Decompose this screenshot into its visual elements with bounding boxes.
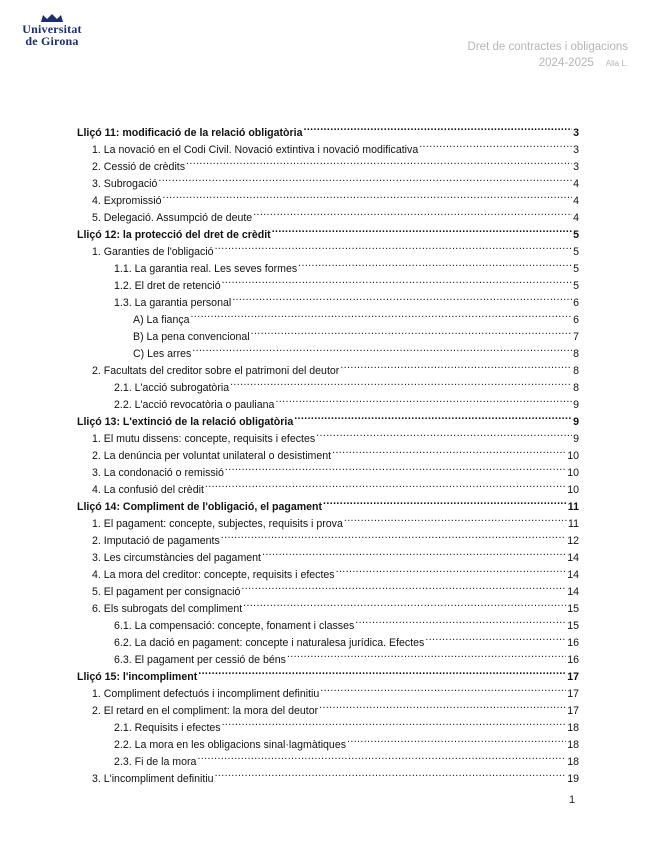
university-logo: [17, 13, 87, 47]
toc-dot-leader: [192, 340, 572, 357]
toc-entry-title: 1.1. La garantia real. Les seves formes: [114, 263, 298, 275]
toc-entry-page: 12: [567, 535, 579, 547]
toc-entry-page: 9: [573, 399, 579, 411]
toc-dot-leader: [287, 646, 566, 663]
toc-entry-title: 4. La confusió del crèdit: [92, 484, 204, 496]
toc-entry-page: 3: [573, 161, 579, 173]
toc-dot-leader: [253, 204, 572, 221]
toc-dot-leader: [198, 663, 566, 680]
toc-entry-title: Lliçó 13: L'extinció de la relació obligatòria: [77, 416, 294, 428]
toc-entry-page: 14: [567, 569, 579, 581]
toc-entry-title: 2.1. Requisits i efectes: [114, 722, 221, 734]
toc-entry-page: 9: [573, 433, 579, 445]
toc-dot-leader: [243, 595, 566, 612]
toc-entry-title: 2. Imputació de pagaments: [92, 535, 220, 547]
toc-entry-page: 10: [567, 450, 579, 462]
toc-dot-leader: [215, 238, 573, 255]
toc-dot-leader: [232, 289, 572, 306]
toc-entry-page: 17: [567, 671, 579, 683]
toc-dot-leader: [344, 510, 567, 527]
toc-entry-title: 5. Delegació. Assumpció de deute: [92, 212, 253, 224]
toc-dot-leader: [298, 255, 572, 272]
toc-dot-leader: [221, 527, 566, 544]
toc-entry-title: Lliçó 15: l'incompliment: [77, 671, 198, 683]
toc-dot-leader: [225, 459, 566, 476]
toc-dot-leader: [158, 170, 572, 187]
toc-entry-page: 11: [567, 501, 579, 513]
toc-dot-leader: [191, 306, 573, 323]
toc-entry-title: 1.2. El dret de retenció: [114, 280, 221, 292]
toc-dot-leader: [294, 408, 572, 425]
toc-entry-page: 3: [573, 127, 579, 139]
toc-entry-page: 4: [573, 178, 579, 190]
toc-entry-page: 7: [573, 331, 579, 343]
toc-dot-leader: [419, 136, 572, 153]
toc-entry-page: 6: [573, 297, 579, 309]
toc-entry-title: 1. La novació en el Codi Civil. Novació extintiva i novació modificativa: [92, 144, 419, 156]
toc-dot-leader: [425, 629, 566, 646]
toc-entry-title: 3. L'incompliment definitiu: [92, 773, 214, 785]
toc-dot-leader: [222, 714, 567, 731]
logo-text-line2: de Girona: [25, 34, 79, 48]
toc-dot-leader: [162, 187, 572, 204]
toc-entry-page: 5: [573, 263, 579, 275]
toc-entry-page: 15: [567, 620, 579, 632]
toc-entry-title: 4. La mora del creditor: concepte, requisits i efectes: [92, 569, 335, 581]
header-course-title: Dret de contractes i obligacions: [467, 41, 628, 53]
toc-entry-page: 5: [573, 246, 579, 258]
toc-entry-title: 1.3. La garantia personal: [114, 297, 232, 309]
toc-dot-leader: [319, 697, 566, 714]
toc-entry-title: Lliçó 11: modificació de la relació obligatòria: [77, 127, 303, 139]
toc-entry-page: 16: [567, 654, 579, 666]
toc-dot-leader: [262, 544, 566, 561]
header-author: Alia L.: [605, 59, 628, 68]
toc-entry-title: B) La pena convencional: [133, 331, 250, 343]
toc-entry-title: 2. Cessió de crèdits: [92, 161, 186, 173]
toc-entry-title: Lliçó 14: Compliment de l'obligació, el pagament: [77, 501, 323, 513]
toc-dot-leader: [316, 425, 572, 442]
toc-entry-page: 5: [573, 280, 579, 292]
toc-entry-title: 1. El mutu dissens: concepte, requisits i efectes: [92, 433, 316, 445]
toc-entry-page: 5: [573, 229, 579, 241]
toc-entry-title: C) Les arres: [133, 348, 192, 360]
toc-entry-page: 15: [567, 603, 579, 615]
toc-entry-page: 18: [567, 756, 579, 768]
toc-dot-leader: [355, 612, 566, 629]
document-header: [468, 39, 628, 72]
toc-entry-title: 3. Subrogació: [92, 178, 158, 190]
toc-dot-leader: [205, 476, 566, 493]
toc-entry-title: 5. El pagament per consignació: [92, 586, 241, 598]
toc-entry-page: 8: [573, 382, 579, 394]
toc-entry-title: 1. Garanties de l'obligació: [92, 246, 214, 258]
toc-entry-title: 6.1. La compensació: concepte, fonament i classes: [114, 620, 355, 632]
toc-dot-leader: [272, 221, 572, 238]
toc-entry-title: A) La fiança: [133, 314, 190, 326]
toc-entry-page: 8: [573, 365, 579, 377]
table-of-contents: [77, 119, 579, 785]
toc-entry-title: 1. El pagament: concepte, subjectes, requisits i prova: [92, 518, 343, 530]
toc-dot-leader: [320, 680, 566, 697]
toc-entry-title: 6. Els subrogats del compliment: [92, 603, 243, 615]
toc-entry-page: 16: [567, 637, 579, 649]
toc-dot-leader: [186, 153, 572, 170]
toc-entry-page: 10: [567, 484, 579, 496]
toc-entry-page: 14: [567, 586, 579, 598]
toc-dot-leader: [275, 391, 572, 408]
toc-entry-title: 6.2. La dació en pagament: concepte i naturalesa jurídica. Efectes: [114, 637, 425, 649]
toc-dot-leader: [332, 442, 566, 459]
toc-entry-page: 19: [567, 773, 579, 785]
toc-dot-leader: [222, 272, 573, 289]
toc-entry-page: 11: [568, 518, 579, 530]
toc-entry-page: 4: [573, 195, 579, 207]
toc-dot-leader: [251, 323, 572, 340]
header-year-line: [468, 55, 628, 72]
toc-entry-title: 2.2. L'acció revocatòria o pauliana: [114, 399, 275, 411]
toc-entry-title: 2.2. La mora en les obligacions sinal·lagmàtiques: [114, 739, 347, 751]
toc-dot-leader: [347, 731, 566, 748]
toc-entry-title: 6.3. El pagament per cessió de béns: [114, 654, 286, 666]
toc-lesson-entry[interactable]: [77, 119, 579, 139]
toc-dot-leader: [303, 119, 572, 136]
logo-text-line1: Universitat: [22, 22, 82, 36]
toc-dot-leader: [336, 561, 567, 578]
toc-dot-leader: [241, 578, 566, 595]
toc-dot-leader: [197, 748, 566, 765]
toc-entry-title: 2.1. L'acció subrogatòria: [114, 382, 230, 394]
toc-entry-page: 6: [573, 314, 579, 326]
toc-entry-page: 14: [567, 552, 579, 564]
toc-entry-page: 8: [573, 348, 579, 360]
page-number: 1: [569, 794, 576, 806]
toc-entry-page: 17: [567, 688, 579, 700]
toc-entry-page: 9: [573, 416, 579, 428]
toc-entry-title: 1. Compliment defectuós i incompliment definitiu: [92, 688, 320, 700]
toc-entry-page: 4: [573, 212, 579, 224]
toc-entry-title: 2. Facultats del creditor sobre el patrimoni del deutor: [92, 365, 340, 377]
header-year: 2024-2025: [538, 57, 594, 69]
toc-entry-page: 3: [573, 144, 579, 156]
toc-entry-page: 18: [567, 739, 579, 751]
toc-entry-title: 2. El retard en el compliment: la mora del deutor: [92, 705, 319, 717]
toc-entry-title: 3. Les circumstàncies del pagament: [92, 552, 261, 564]
toc-entry-title: Lliçó 12: la protecció del dret de crèdit: [77, 229, 271, 241]
toc-dot-leader: [340, 357, 572, 374]
toc-dot-leader: [323, 493, 567, 510]
toc-dot-leader: [230, 374, 572, 391]
toc-entry-page: 18: [567, 722, 579, 734]
toc-dot-leader: [215, 765, 567, 782]
toc-entry-title: 3. La condonació o remissió: [92, 467, 224, 479]
toc-entry-title: 2.3. Fi de la mora: [114, 756, 197, 768]
toc-entry-page: 10: [567, 467, 579, 479]
toc-entry-title: 2. La denúncia per voluntat unilateral o desistiment: [92, 450, 332, 462]
toc-entry-title: 4. Expromissió: [92, 195, 162, 207]
toc-entry-page: 17: [567, 705, 579, 717]
